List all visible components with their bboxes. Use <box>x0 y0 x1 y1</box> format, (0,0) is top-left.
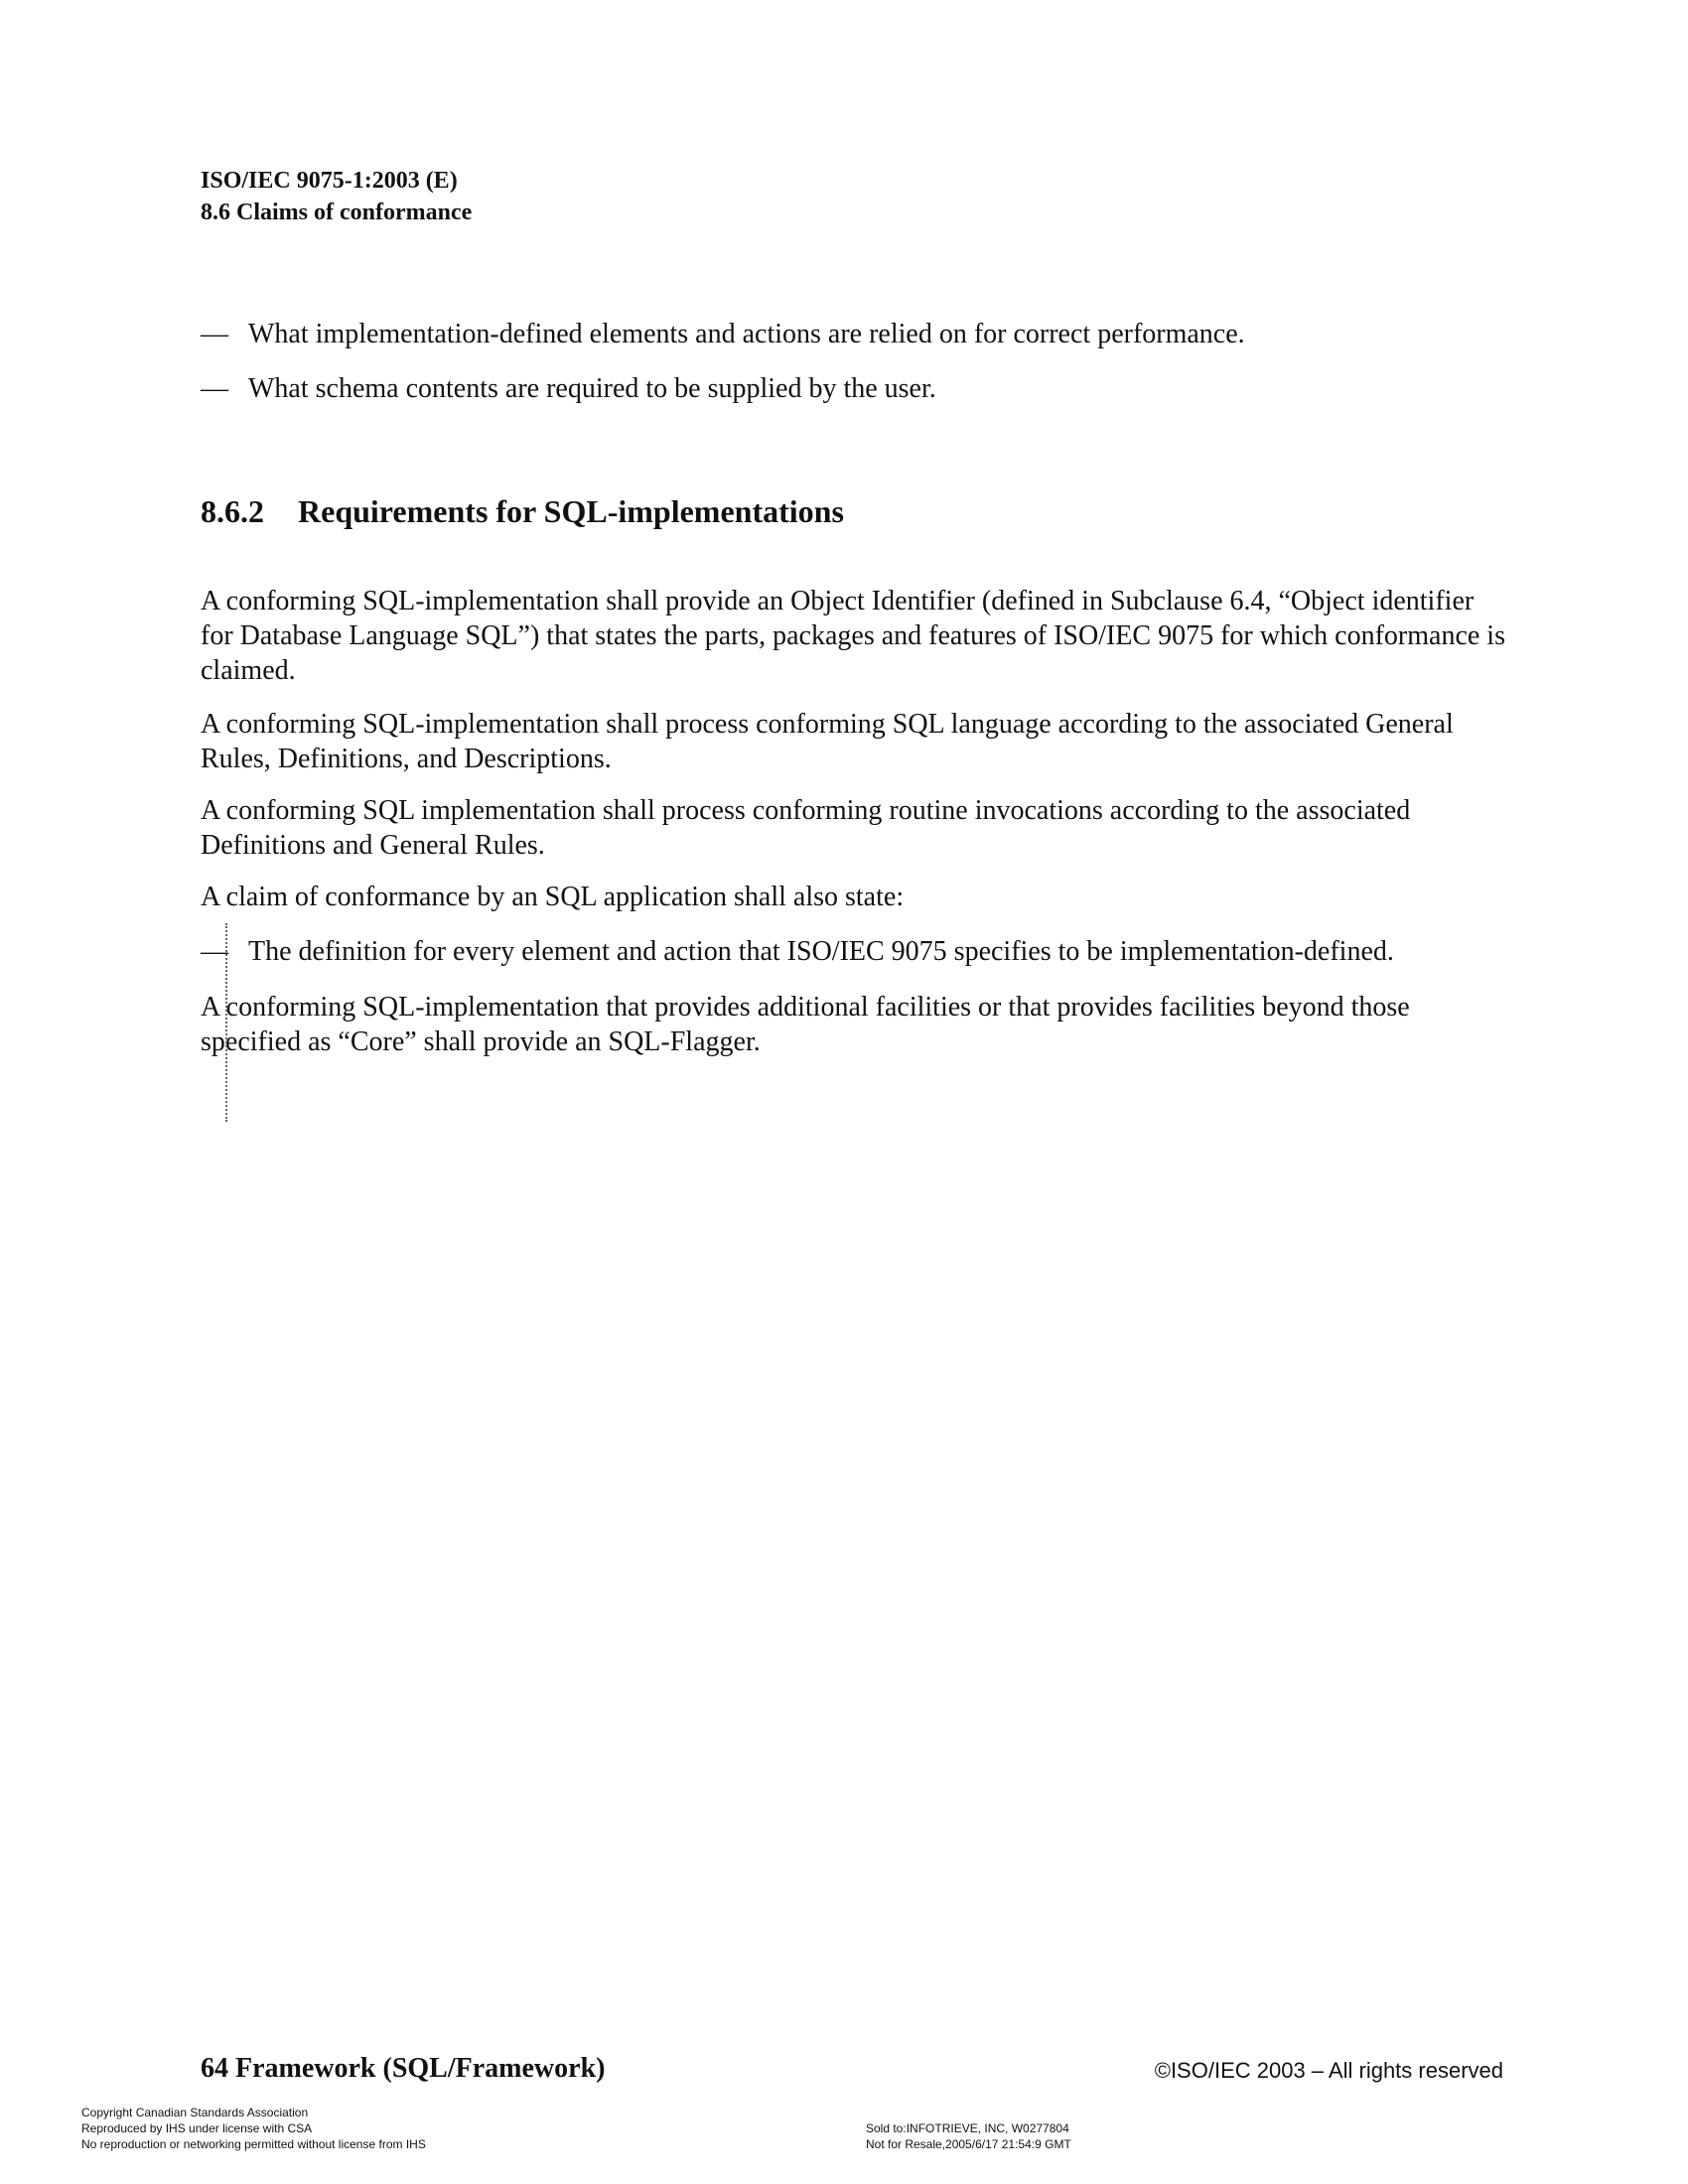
page-number-label: 64 Framework (SQL/Framework) <box>201 2053 606 2084</box>
list-item <box>201 372 936 406</box>
list-item-text: What schema contents are required to be supplied by the user. <box>248 373 936 404</box>
section-heading <box>201 491 844 531</box>
document-id: ISO/IEC 9075-1:2003 (E) <box>201 168 458 194</box>
list-item-text: What implementation-defined elements and actions are relied on for correct performance. <box>248 319 1245 349</box>
list-item <box>201 935 1394 969</box>
license-line: No reproduction or networking permitted without license from IHS <box>81 2137 426 2151</box>
copyright-notice: ©ISO/IEC 2003 – All rights reserved <box>1154 2058 1503 2083</box>
paragraph: A conforming SQL-implementation that provides additional facilities or that provides facilities beyond those specified as “Core” shall provide an SQL-Flagger. <box>201 992 1410 1057</box>
list-item <box>201 318 1245 351</box>
sale-line: Sold to:INFOTRIEVE, INC, W0277804 <box>866 2121 1069 2135</box>
section-number: 8.6.2 <box>201 493 264 529</box>
license-line: Reproduced by IHS under license with CSA <box>81 2121 313 2135</box>
paragraph: A conforming SQL-implementation shall process conforming SQL language according to the associated General Rules, Definitions, and Descriptions. <box>201 709 1454 774</box>
dash-marker: — <box>201 373 228 404</box>
dash-marker: — <box>201 936 228 967</box>
paragraph: A claim of conformance by an SQL application shall also state: <box>201 882 905 912</box>
paragraph: A conforming SQL implementation shall process conforming routine invocations according to the associated Definitions and General Rules. <box>201 795 1411 861</box>
running-section-title: 8.6 Claims of conformance <box>201 200 473 225</box>
change-bar <box>225 923 227 1122</box>
sale-notice <box>866 2120 1071 2152</box>
sale-line: Not for Resale,2005/6/17 21:54:9 GMT <box>866 2137 1071 2151</box>
list-item-text: The definition for every element and action that ISO/IEC 9075 specifies to be implementation-defined. <box>248 936 1394 967</box>
section-title: Requirements for SQL-implementations <box>298 493 844 529</box>
license-notice <box>81 2105 426 2152</box>
dash-marker: — <box>201 319 228 349</box>
license-line: Copyright Canadian Standards Association <box>81 2106 309 2119</box>
paragraph: A conforming SQL-implementation shall provide an Object Identifier (defined in Subclause 6.4, “Object identifier for Database Language SQL”) that states the parts, packages and features of ISO/IEC 9075 for which conformance is claimed. <box>201 586 1505 686</box>
